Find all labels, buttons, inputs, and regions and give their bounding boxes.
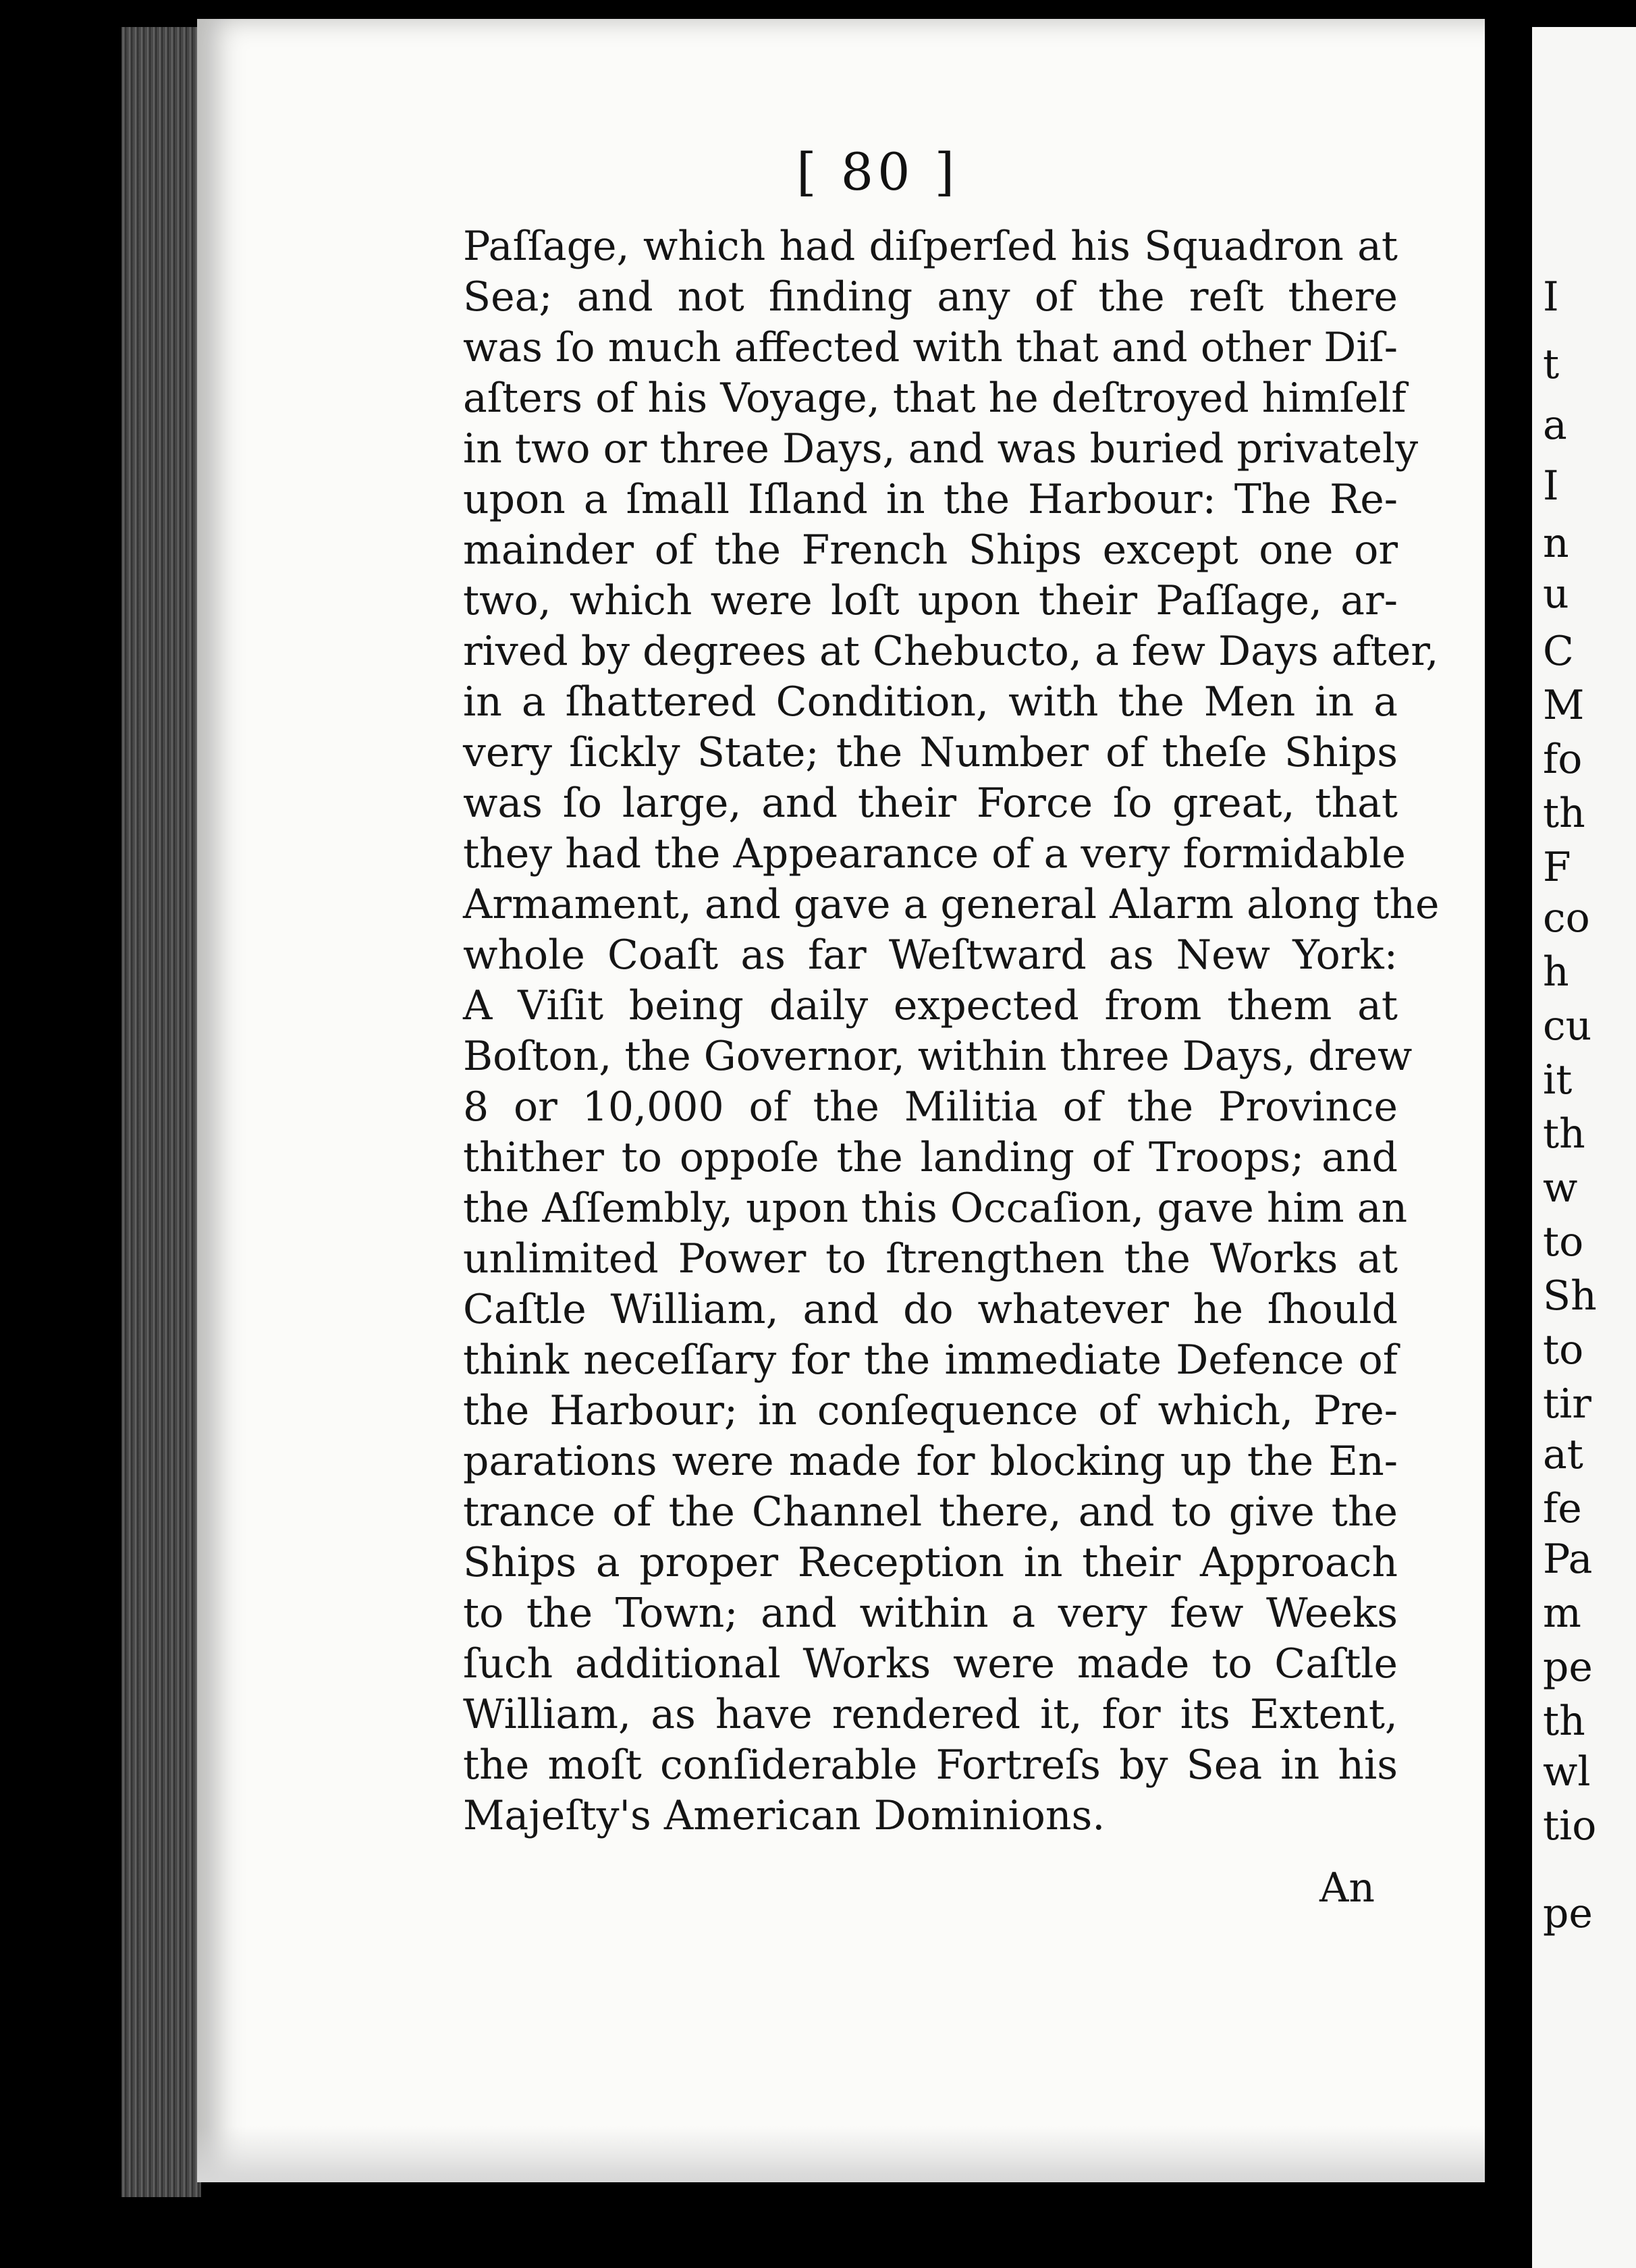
text-line: aſters of his Voyage, that he deſtroyed himſelf <box>463 375 1407 422</box>
next-page-fragment: cu <box>1543 1002 1592 1050</box>
next-page-fragment: Pa <box>1543 1536 1593 1583</box>
next-page-fragment: n <box>1543 520 1569 567</box>
next-page-fragment: C <box>1543 628 1574 675</box>
text-line: Boſton, the Governor, within three Days, drew <box>463 1033 1413 1080</box>
text-line: to the Town; and within a very few Weeks <box>463 1590 1398 1637</box>
text-line: in a ſhattered Condition, with the Men in a <box>463 678 1398 726</box>
next-page-fragment: u <box>1543 570 1569 618</box>
text-line: parations were made for blocking up the En- <box>463 1438 1398 1485</box>
next-page-strip <box>1532 27 1636 2268</box>
text-line: Majeſty's American Dominions. <box>463 1792 1106 1839</box>
text-line: trance of the Channel there, and to give the <box>463 1488 1398 1536</box>
next-page-fragment: wl <box>1543 1748 1591 1796</box>
text-line: William, as have rendered it, for its Extent, <box>463 1691 1398 1738</box>
text-line: mainder of the French Ships except one or <box>463 526 1398 574</box>
next-page-fragment: tir <box>1543 1380 1591 1428</box>
next-page-fragment: pe <box>1543 1890 1593 1937</box>
next-page-fragment: F <box>1543 844 1571 891</box>
text-line: 8 or 10,000 of the Militia of the Province <box>463 1083 1398 1131</box>
next-page-fragment: I <box>1543 273 1559 321</box>
next-page-fragment: I <box>1543 462 1559 510</box>
next-page-fragment: to <box>1543 1326 1584 1374</box>
next-page-fragment: th <box>1543 790 1585 837</box>
text-line: they had the Appearance of a very formidable <box>463 830 1406 878</box>
text-line: Ships a proper Reception in their Approach <box>463 1539 1398 1586</box>
next-page-fragment: to <box>1543 1218 1584 1266</box>
next-page-fragment: h <box>1543 948 1569 996</box>
text-line: was ſo much affected with that and other Diſ- <box>463 324 1398 371</box>
gutter <box>1485 0 1532 2268</box>
next-page-fragment: fe <box>1543 1485 1582 1532</box>
next-page-fragment: fo <box>1543 736 1583 783</box>
text-line: Armament, and gave a general Alarm along the <box>463 881 1440 928</box>
text-line: very ſickly State; the Number of theſe Ships <box>463 729 1398 776</box>
text-line: Caſtle William, and do whatever he ſhould <box>463 1286 1398 1333</box>
next-page-fragment: at <box>1543 1431 1583 1478</box>
page-number-header: [ 80 ] <box>796 142 959 202</box>
next-page-fragment: w <box>1543 1164 1578 1212</box>
text-line: A Viſit being daily expected from them at <box>463 982 1398 1029</box>
text-line: two, which were loſt upon their Paſſage, ar- <box>463 577 1398 624</box>
next-page-fragment: th <box>1543 1698 1585 1745</box>
next-page-fragment: Sh <box>1543 1272 1597 1320</box>
text-line: the Aſſembly, upon this Occaſion, gave him an <box>463 1185 1408 1232</box>
text-line: upon a ſmall Iſland in the Harbour: The Re- <box>463 476 1398 523</box>
page-bottom-shadow <box>197 2126 1493 2182</box>
text-line: rived by degrees at Chebucto, a few Days after, <box>463 628 1439 675</box>
next-page-fragment: th <box>1543 1110 1585 1158</box>
next-page-fragment: M <box>1543 682 1585 729</box>
text-line: was ſo large, and their Force ſo great, that <box>463 780 1398 827</box>
text-line: unlimited Power to ſtrengthen the Works at <box>463 1235 1398 1282</box>
next-page-fragment: m <box>1543 1590 1581 1637</box>
text-line: whole Coaſt as far Weſtward as New York: <box>463 932 1398 979</box>
next-page-fragment: a <box>1543 402 1567 449</box>
catchword: An <box>1319 1864 1375 1912</box>
next-page-fragment: it <box>1543 1056 1573 1104</box>
body-text <box>463 221 1440 1841</box>
text-line: the Harbour; in conſequence of which, Pre- <box>463 1387 1398 1434</box>
text-line: Paſſage, which had diſperſed his Squadron at <box>463 223 1398 270</box>
next-page-fragment: co <box>1543 894 1590 942</box>
next-page-fragment: t <box>1543 341 1560 388</box>
book-page-edge <box>121 27 201 2197</box>
text-line: ſuch additional Works were made to Caſtle <box>463 1640 1398 1688</box>
text-line: in two or three Days, and was buried privately <box>463 425 1419 473</box>
next-page-fragment: tio <box>1543 1802 1597 1850</box>
text-line: the moſt conſiderable Fortreſs by Sea in his <box>463 1742 1398 1789</box>
next-page-fragment: pe <box>1543 1644 1593 1691</box>
text-line: think neceſſary for the immediate Defence of <box>463 1336 1398 1384</box>
text-line: thither to oppoſe the landing of Troops; and <box>463 1134 1398 1181</box>
text-line: Sea; and not finding any of the reſt there <box>463 273 1398 321</box>
